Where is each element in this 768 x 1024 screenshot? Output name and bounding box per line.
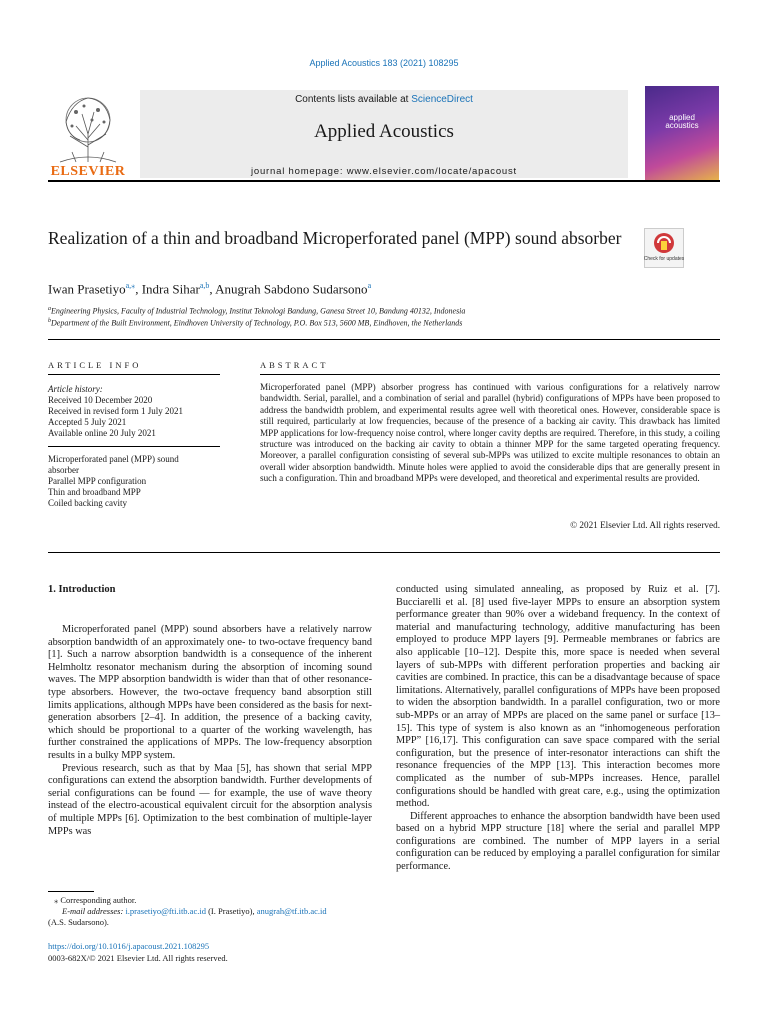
footnote-rule (48, 891, 94, 892)
email-name-1: (I. Prasetiyo), (208, 906, 255, 916)
doi-link[interactable]: https://doi.org/10.1016/j.apacoust.2021.108295 (48, 941, 210, 951)
affiliation-a-text: Engineering Physics, Faculty of Industrial Technology, Institut Teknologi Bandung, Ganesa Street 10, Bandung 40132, Indonesia (51, 306, 466, 316)
email-link-1[interactable]: i.prasetiyo@fti.itb.ac.id (125, 906, 206, 916)
abstract-copyright: © 2021 Elsevier Ltd. All rights reserved. (570, 520, 720, 530)
sciencedirect-link[interactable]: ScienceDirect (411, 94, 473, 105)
author-1[interactable]: Iwan Prasetiyo (48, 281, 126, 297)
email-line (48, 906, 372, 917)
left-column (48, 624, 372, 838)
keyword-item: Microperforated panel (MPP) sound absorber (48, 454, 179, 475)
author-3-sup[interactable]: a (367, 281, 372, 290)
history-item: Available online 20 July 2021 (48, 428, 156, 438)
journal-reference[interactable]: Applied Acoustics 183 (2021) 108295 (309, 58, 459, 68)
journal-homepage[interactable]: journal homepage: www.elsevier.com/locate/apacoust (250, 166, 517, 177)
abstract-text: Microperforated panel (MPP) absorber progress has continued with various configurations for a relatively narrow bandwidth. Serial, parallel, and a combination of serial and parallel (hybrid) configurations of MPPs have been proposed to address the bandwidth problem, and experimental results agree well with theoretical ones. However, considerable space is still required, particularly at low frequencies, because of the presence of a backing air cavity. This drawback has limited MPP applications for low-frequency noise control, where longer cavity depths are required. Therefore, in this study, a coiling structure was introduced on the backing air cavity to obtain a thinner MPP for the same targeted operating frequency. Moreover, a parallel configuration consisting of several sub-MPPs was utilized to excite multiple resonances to obtain an overall wider absorption bandwidth. Minute holes were applied to avoid the considerable dips that are generally present in such a configuration. Thin and broadband MPPs were developed, and theoretical and experimental results are provided. (260, 382, 720, 484)
abstract-heading: ABSTRACT (260, 360, 329, 370)
contents-prefix: Contents lists available at (295, 94, 412, 105)
contents-line (140, 94, 628, 105)
check-badge-label: Check for updates (644, 256, 684, 262)
history-list (48, 395, 220, 439)
keywords-list (48, 454, 198, 509)
elsevier-wordmark: ELSEVIER (50, 164, 126, 179)
paragraph: Microperforated panel (MPP) sound absorbers have a relatively narrow absorption bandwidth of an approximately one- to two-octave frequency band [1]. Such a narrow absorption bandwidth is a consequence of the inherent Helmholtz resonator mechanism during the absorption of incoming sound waves. The MPP absorption bandwidth is wider than that of other resonance-type absorbers. However, the two-octave frequency band absorption still limits applications, although MPPs have been considered as the basis for next-generation absorbers [2–4]. In addition, the presence of a backing cavity, which should be proportional to a quarter of the working wavelength, has further constrained the applications of MPPs. The low-frequency absorption results in a bulky MPP system. (48, 624, 372, 761)
issn-line: 0003-682X/© 2021 Elsevier Ltd. All rights reserved. (48, 952, 228, 963)
affiliation-b: $^b$Department of the Built Environment, Eindhoven University of Technology, P.O. Box 513, 5600 MB, Eindhoven, the Netherlands (48, 318, 463, 328)
email-name-2: (A.S. Sudarsono). (48, 917, 109, 927)
check-for-updates-icon[interactable] (644, 228, 684, 268)
affiliation-a: $^a$Engineering Physics, Faculty of Industrial Technology, Institut Teknologi Bandung, Ganesa Street 10, Bandung 40132, Indonesia (48, 306, 466, 316)
paragraph: Different approaches to enhance the absorption bandwidth have been used based on a hybrid MPP structure [18] where the serial and parallel MPP configurations are combined. The number of MPP layers in a serial configuration can be reduced by employing a parallel configuration for similar performance. (396, 810, 720, 873)
email-link-2[interactable]: anugrah@tf.itb.ac.id (256, 906, 327, 916)
article-info-heading: ARTICLE INFO (48, 360, 142, 370)
cover-title-line-2: acoustics (665, 121, 699, 130)
paragraph: conducted using simulated annealing, as proposed by Ruiz et al. [7]. Bucciarelli et al. [8] used five-layer MPPs to ensure an absorption system performance greater than 90% over a wideband frequency. In the context of material and manufacturing technology, additive manufacturing has been employed to produce MPP layers [9]. Permeable membranes or fabrics are also applicable [10–12]. Despite this, more space is needed when several layers of sub-MPPs with different perforation properties and backing air cavities are combined. In practice, this can be a disadvantage because of space limitations. Alternatively, parallel configurations of MPPs have been proposed to widen the absorption bandwidth. In a parallel configuration, two or more sub-MPPs or an array of MPPs are placed on the same panel or surface [13–15]. This type of system is also known as an “inhomogeneous perforation MPP” [16,17]. This configuration can save space compared with the serial configuration, but the presence of inter-resonator interactions can shift the resonance frequencies of the MPP [13]. This interaction becomes more complicated as the number of sub-MPPs increases. Hence, parallel configurations should be handled with great care, e.g., using the optimization method. (396, 584, 720, 810)
author-2-sup[interactable]: a,b (199, 281, 210, 290)
affiliation-rule (48, 339, 720, 340)
history-label: Article history: (48, 384, 103, 394)
keyword-item: Parallel MPP configuration (48, 476, 147, 486)
journal-cover-image (645, 86, 719, 180)
paper-title: Realization of a thin and broadband Microperforated panel (MPP) sound absorber (48, 228, 622, 248)
abstract-rule (260, 374, 720, 375)
paragraph: Previous research, such as that by Maa [5], has shown that serial MPP configurations can extend the absorption bandwidth. Further developments of serial configurations can be found — for example, the use of wave theory instead of the electro-acoustical equivalent circuit for the absorption analysis of multiple MPPs [6]. Optimization to the best combination of multiple-layer MPPs was (48, 762, 372, 837)
corresponding-author-note: ⁎ Corresponding author. (54, 895, 137, 905)
history-item: Accepted 5 July 2021 (48, 417, 127, 427)
article-info-rule (48, 374, 220, 375)
authors: Iwan Prasetiyo$^{a,⁎}$, Indra Sihar$^{a,b}$, Anugrah Sabdono Sudarsono$^a$ (48, 281, 372, 297)
keyword-item: Coiled backing cavity (48, 498, 127, 508)
section-heading-introduction: 1. Introduction (48, 584, 116, 595)
doi-block (48, 941, 228, 964)
history-item: Received 10 December 2020 (48, 395, 153, 405)
footnotes (48, 895, 372, 928)
body-rule (48, 552, 720, 553)
author-3[interactable]: Anugrah Sabdono Sudarsono (215, 281, 368, 297)
keyword-item: Thin and broadband MPP (48, 487, 141, 497)
journal-title: Applied Acoustics (314, 121, 454, 142)
author-2[interactable]: Indra Sihar (141, 281, 200, 297)
history-item: Received in revised form 1 July 2021 (48, 406, 183, 416)
cover-title (645, 114, 719, 130)
keywords-rule (48, 446, 220, 447)
right-column (396, 584, 720, 874)
cover-title-line-1: applied (669, 113, 695, 122)
affiliation-b-text: Department of the Built Environment, Eindhoven University of Technology, P.O. Box 513, 5600 MB, Eindhoven, the Netherlands (51, 318, 463, 328)
email-label: E-mail addresses: (62, 906, 124, 916)
header-rule (48, 180, 720, 182)
author-1-sup[interactable]: a,⁎ (125, 281, 136, 290)
